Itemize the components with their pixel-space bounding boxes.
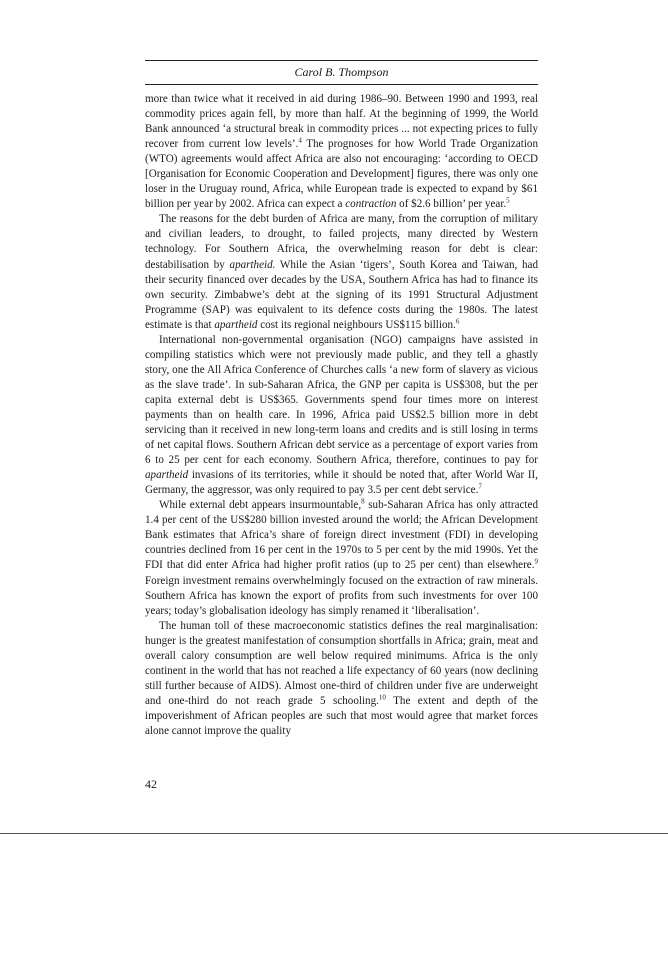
text-run: International non-governmental organisation (NGO) campaigns have assisted in compiling statistics which were not previously made public, and they tell a ghastly story, one the All Africa Conference of Churches calls ‘a new form of slavery as vicious as the slave trade’. In sub-Saharan Africa, the GNP per capita is US$308, but the per capita external debt is US$365. Governments spend four times more on interest payments than on health care. In 1996, Africa paid US$2.5 billion more in debt servicing than it received in new long-term loans and credits and is still losing in terms of net capital flows. Southern African debt service as a percentage of export varies from 6 to 25 per cent for each economy. Southern Africa, therefore, continues to pay for bbox=[145, 333, 538, 467]
italic-text: apartheid bbox=[145, 469, 189, 482]
italic-text: apartheid bbox=[214, 318, 258, 331]
footnote-marker: 10 bbox=[378, 693, 386, 702]
footnote-marker: 5 bbox=[506, 196, 510, 205]
italic-text: apartheid. bbox=[229, 258, 276, 271]
text-run: The extent and depth of the impoverishment of African peoples are such that most would agree that market forces alone cannot improve the quality bbox=[145, 694, 538, 737]
header-rule-top bbox=[145, 60, 538, 61]
text-run: The prognoses for how World Trade Organization (WTO) agreements would affect Africa are also not encouraging: ‘according to OECD [Organisation for Economic Cooperation and Development] figures, there was only one loser in the Uruguay round, Africa, while European trade is expected to expand by $61 billion per year by 2002. Africa can expect a bbox=[145, 138, 538, 211]
text-run: of $2.6 billion’ per year. bbox=[396, 198, 507, 211]
paragraph bbox=[145, 498, 538, 618]
footnote-marker: 9 bbox=[534, 557, 538, 566]
paragraph bbox=[145, 212, 538, 332]
text-run: invasions of its territories, while it should be noted that, after World War II, Germany, the aggressor, was only required to pay 3.5 per cent debt service. bbox=[145, 469, 538, 497]
body-text bbox=[145, 92, 538, 739]
text-run: cost its regional neighbours US$115 billion. bbox=[257, 318, 456, 331]
text-run: sub-Saharan Africa has only attracted 1.4 per cent of the US$280 billion invested around the world; the African Development Bank estimates that Africa’s share of foreign direct investment (FDI) in developing countries declined from 16 per cent in the 1970s to 5 per cent by the mid 1990s. Yet the FDI that did enter Africa had higher profit ratios (up to 25 per cent) than elsewhere. bbox=[145, 499, 538, 572]
text-run: While the Asian ‘tigers’, South Korea and Taiwan, had their security financed over decades by the USA, Southern Africa has had to finance its own security. Zimbabwe’s debt at the signing of its 1991 Structural Adjustment Programme (SAP) was equivalent to its defence costs during the 1980s. The latest estimate is that bbox=[145, 258, 539, 331]
footnote-marker: 8 bbox=[361, 497, 365, 506]
paragraph bbox=[145, 619, 538, 739]
footnote-marker: 4 bbox=[298, 136, 302, 145]
page-bottom-rule bbox=[0, 833, 668, 834]
running-head: Carol B. Thompson bbox=[294, 65, 389, 79]
page-number: 42 bbox=[145, 777, 157, 791]
paragraph bbox=[145, 92, 538, 212]
footnote-marker: 7 bbox=[478, 482, 482, 491]
footnote-marker: 6 bbox=[455, 317, 460, 326]
text-run: The human toll of these macroeconomic statistics defines the real marginalisation: hunger is the greatest manifestation of consumption shortfalls in Africa; grain, meat and overall calory consumption are well below required minimums. Africa is the only continent in the world that has not reached a life expectancy of 60 years (now declining still further because of AIDS). Almost one-third of children under five are underweight and one-third do not reach grade 5 schooling. bbox=[145, 619, 538, 707]
text-run: Foreign investment remains overwhelmingly focused on the extraction of raw minerals. Southern Africa has known the export of profits from such investments for over 100 years; today’s globalisation ideology has simply renamed it ‘liberalisation’. bbox=[145, 574, 538, 617]
text-run: While external debt appears insurmountable, bbox=[159, 499, 362, 512]
text-run: The reasons for the debt burden of Africa are many, from the corruption of military and civilian leaders, to drought, to failed projects, many directed by Western technology. For Southern Africa, the overwhelming reason for debt is clear: destabilisation by bbox=[145, 213, 538, 271]
italic-text: contraction bbox=[345, 198, 397, 211]
paragraph bbox=[145, 333, 538, 499]
text-run: more than twice what it received in aid during 1986–90. Between 1990 and 1993, real commodity prices again fell, by more than half. At the beginning of 1999, the World Bank announced ‘a structural break in commodity prices ... not expecting prices to fully recover from current low levels’. bbox=[145, 93, 538, 151]
header-rule-bottom bbox=[145, 84, 538, 85]
